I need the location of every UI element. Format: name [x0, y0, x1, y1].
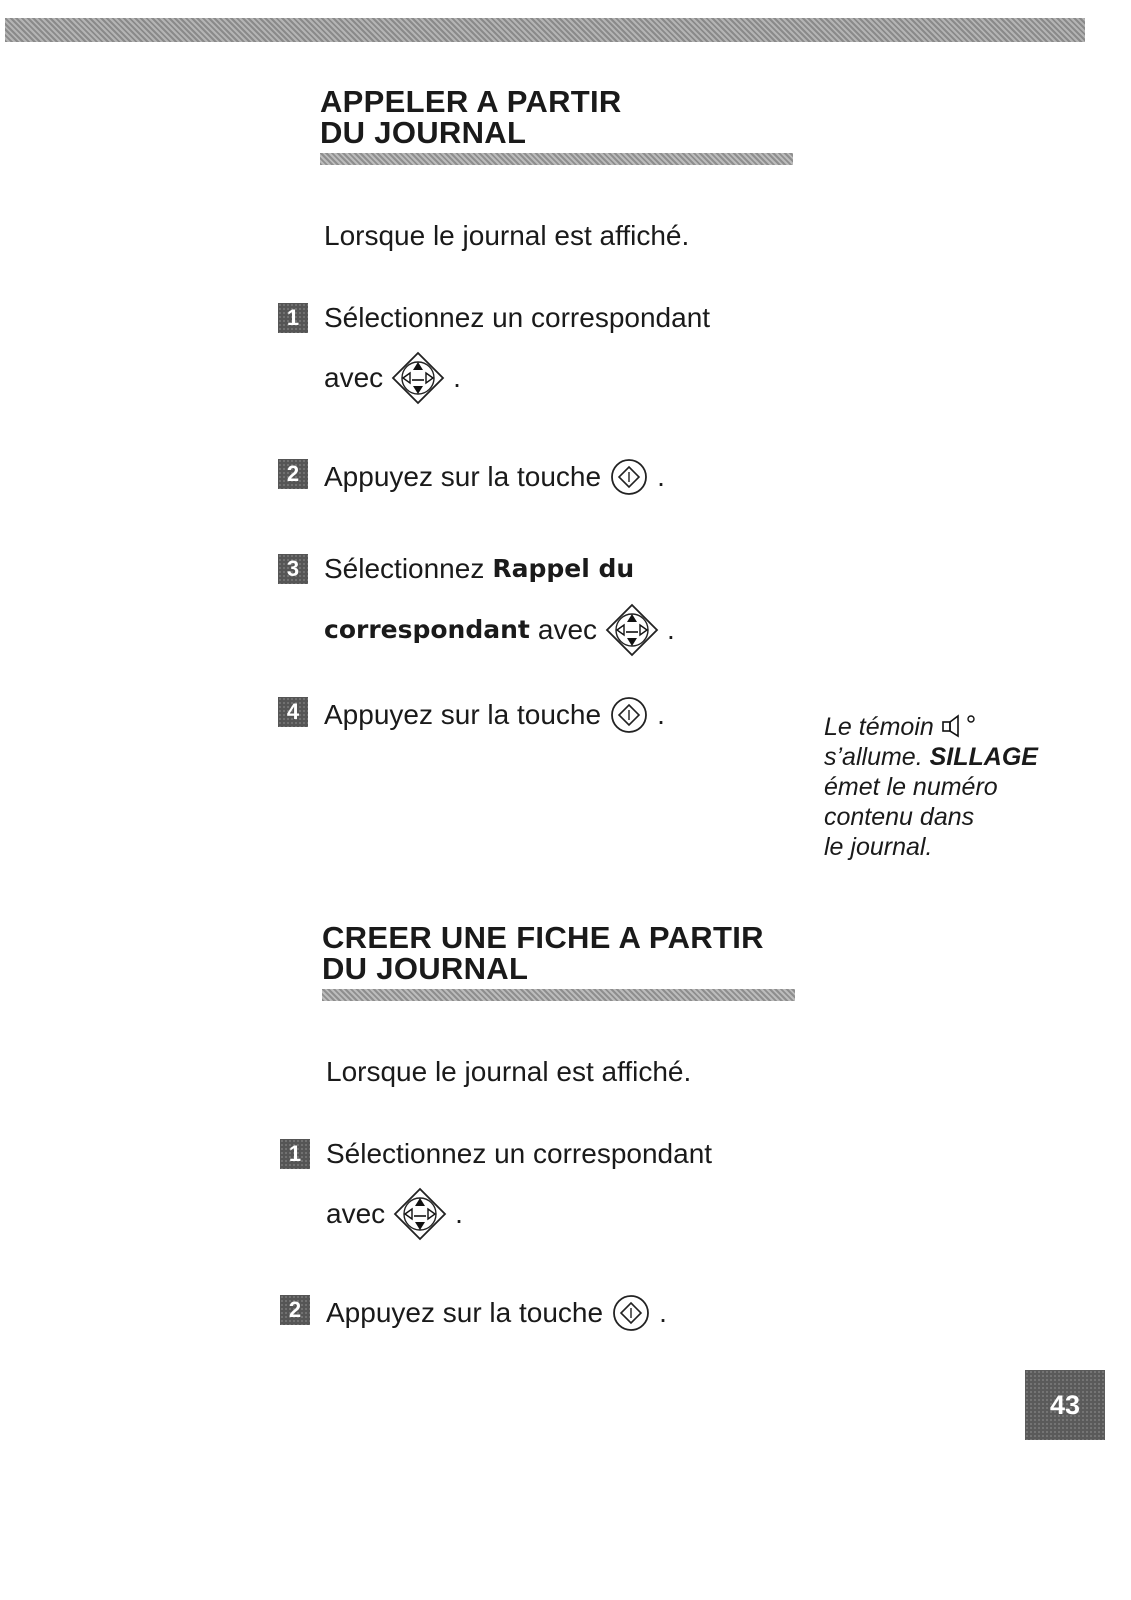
note-line: le journal. — [824, 833, 933, 861]
section-title-creer — [322, 922, 764, 984]
speaker-icon — [941, 714, 981, 738]
step-text — [324, 603, 675, 657]
title-underline — [320, 153, 793, 165]
product-name: SILLAGE — [929, 743, 1038, 771]
step-number-badge: 1 — [278, 303, 308, 333]
note-line: émet le numéro — [824, 773, 998, 801]
period: . — [657, 461, 665, 492]
step-label: Sélectionnez — [324, 553, 485, 584]
note-text: s’allume. — [824, 743, 923, 771]
note-line: contenu dans — [824, 803, 975, 831]
intro-text: Lorsque le journal est affiché. — [324, 220, 690, 251]
step-number-badge: 2 — [280, 1295, 310, 1325]
step-text — [324, 351, 461, 405]
step-label: Appuyez sur la touche — [324, 461, 602, 492]
step-text — [324, 457, 665, 497]
title-line: APPELER A PARTIR — [320, 84, 622, 119]
side-note — [824, 712, 1084, 862]
menu-option-label: correspondant — [324, 615, 530, 644]
section-title-appeler — [320, 86, 622, 148]
step-text — [326, 1137, 712, 1171]
step-label: Appuyez sur la touche — [326, 1297, 604, 1328]
step-text — [326, 1187, 463, 1241]
step-text — [326, 1293, 667, 1333]
step-label: avec — [324, 362, 384, 393]
navigation-pad-icon — [391, 351, 445, 405]
top-decorative-bar — [5, 18, 1085, 42]
title-underline — [322, 989, 795, 1001]
page-number: 43 — [1025, 1370, 1105, 1440]
note-text: Le témoin — [824, 713, 934, 741]
intro-text: Lorsque le journal est affiché. — [326, 1056, 692, 1087]
period: . — [667, 614, 675, 645]
step-label: avec — [326, 1198, 386, 1229]
title-line: CREER UNE FICHE A PARTIR — [322, 920, 764, 955]
step-text — [324, 301, 710, 335]
title-line: DU JOURNAL — [322, 951, 529, 986]
step-label: Sélectionnez un correspondant — [326, 1138, 713, 1169]
step-number-badge: 2 — [278, 459, 308, 489]
period: . — [453, 362, 461, 393]
note-line — [824, 742, 1084, 772]
period: . — [657, 699, 665, 730]
period: . — [659, 1297, 667, 1328]
navigation-pad-icon — [393, 1187, 447, 1241]
period: . — [455, 1198, 463, 1229]
title-line: DU JOURNAL — [320, 115, 527, 150]
note-line — [824, 712, 1084, 742]
step-label: Sélectionnez un correspondant — [324, 302, 711, 333]
navigation-pad-icon — [605, 603, 659, 657]
menu-option-label: Rappel du — [492, 554, 635, 583]
step-number-badge: 1 — [280, 1139, 310, 1169]
ok-key-icon — [611, 1293, 651, 1333]
ok-key-icon — [609, 457, 649, 497]
step-text — [324, 695, 665, 735]
ok-key-icon — [609, 695, 649, 735]
step-label: avec — [537, 614, 598, 645]
step-label: Appuyez sur la touche — [324, 699, 602, 730]
step-text — [324, 552, 634, 586]
step-number-badge: 4 — [278, 697, 308, 727]
step-number-badge: 3 — [278, 554, 308, 584]
